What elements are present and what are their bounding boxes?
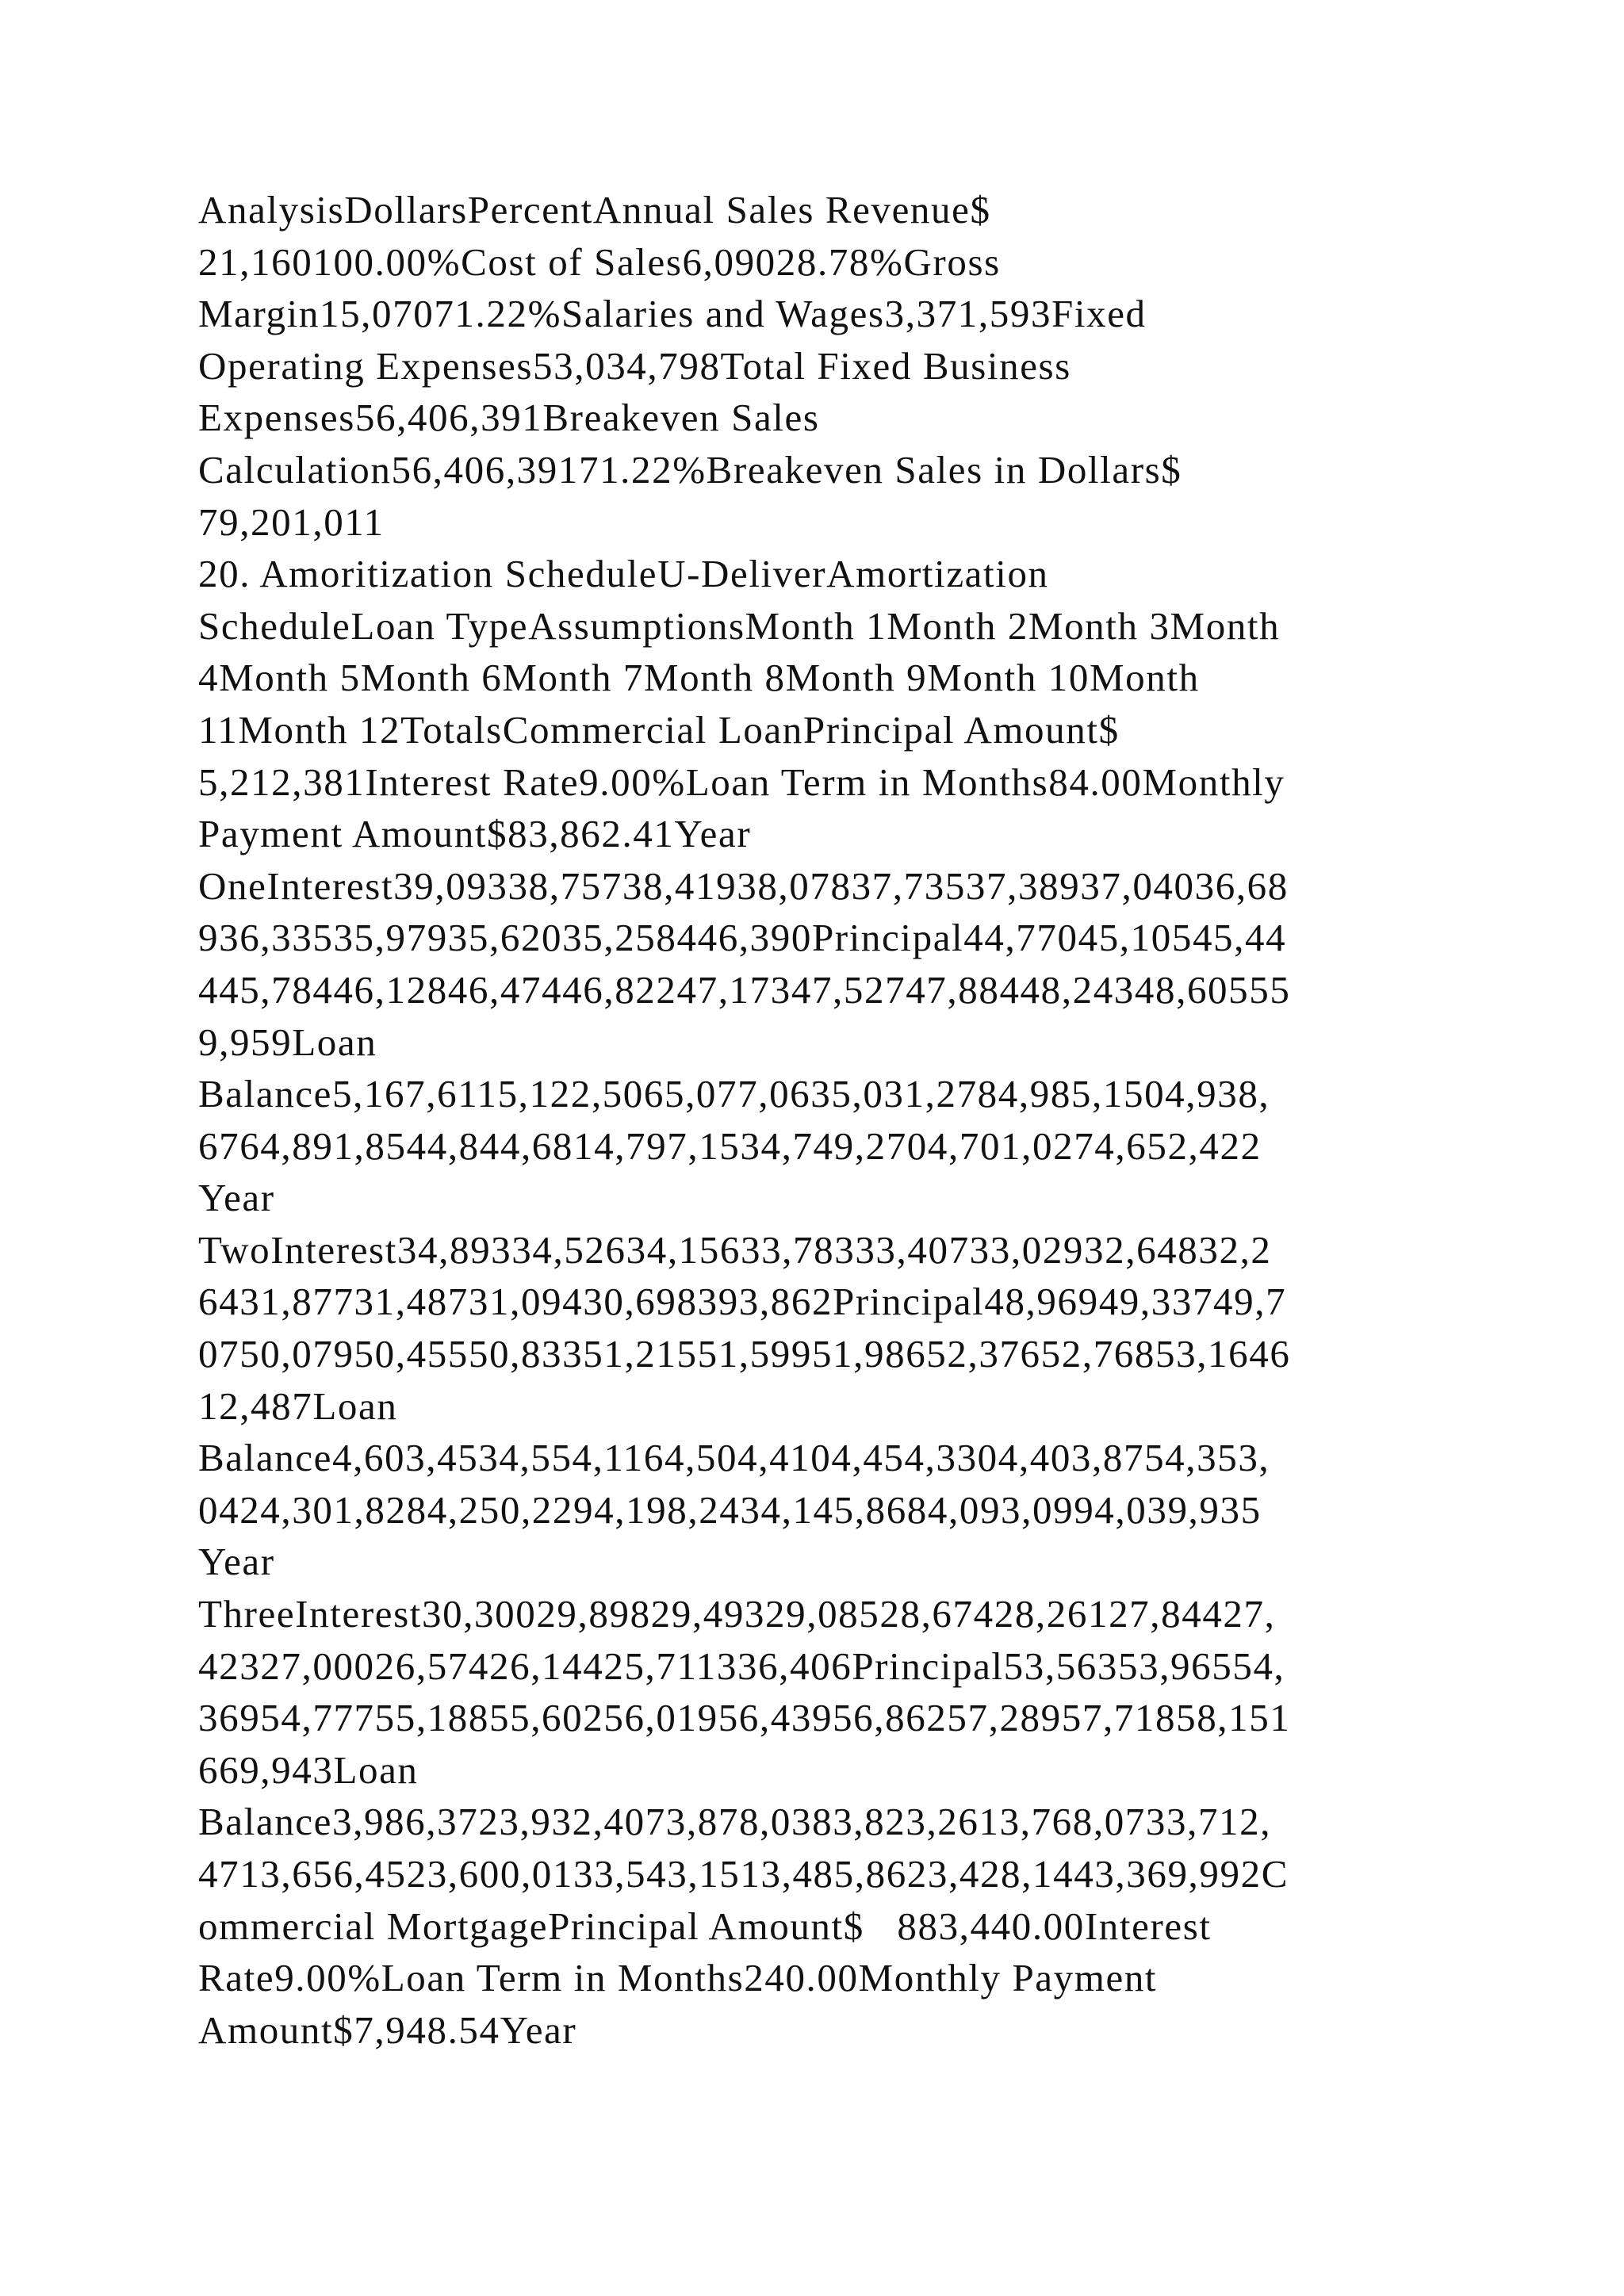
text-line: 669,943Loan <box>198 1747 419 1792</box>
text-line: 6431,87731,48731,09430,698393,862Principal48,96949,33749,7 <box>198 1280 1287 1324</box>
text-line: Year <box>198 1176 275 1220</box>
text-line: 42327,00026,57426,14425,711336,406Principal53,56353,96554, <box>198 1644 1285 1688</box>
text-line: 4713,656,4523,600,0133,543,1513,485,8623,428,1443,369,992C <box>198 1852 1289 1896</box>
text-line: Payment Amount$83,862.41Year <box>198 812 752 856</box>
text-line: Year <box>198 1540 275 1584</box>
text-line: 0424,301,8284,250,2294,198,2434,145,8684,093,0994,039,935 <box>198 1487 1262 1532</box>
text-line: 20. Amoritization ScheduleU-DeliverAmortization <box>198 552 1049 596</box>
text-line: 36954,77755,18855,60256,01956,43956,86257,28957,71858,151 <box>198 1696 1291 1740</box>
text-line: 936,33535,97935,62035,258446,390Principal44,77045,10545,44 <box>198 916 1287 960</box>
text-line: 0750,07950,45550,83351,21551,59951,98652,37652,76853,1646 <box>198 1332 1291 1376</box>
text-line: TwoInterest34,89334,52634,15633,78333,40733,02932,64832,2 <box>198 1227 1272 1272</box>
text-line: Balance5,167,6115,122,5065,077,0635,031,2784,985,1504,938, <box>198 1072 1270 1116</box>
text-line: 5,212,381Interest Rate9.00%Loan Term in Months84.00Monthly <box>198 760 1285 804</box>
text-line: 6764,891,8544,844,6814,797,1534,749,2704,701,0274,652,422 <box>198 1123 1262 1168</box>
text-line: Calculation56,406,39171.22%Breakeven Sales in Dollars$ <box>198 447 1182 492</box>
text-line: ThreeInterest30,30029,89829,49329,08528,67428,26127,84427, <box>198 1592 1276 1636</box>
text-line: 12,487Loan <box>198 1383 398 1428</box>
text-line: Balance4,603,4534,554,1164,504,4104,454,3304,403,8754,353, <box>198 1436 1270 1480</box>
text-line: 21,160100.00%Cost of Sales6,09028.78%Gross <box>198 239 1001 284</box>
text-line: AnalysisDollarsPercentAnnual Sales Revenue$ <box>198 188 991 232</box>
text-line: Operating Expenses53,034,798Total Fixed Business <box>198 343 1071 388</box>
text-line: Amount$7,948.54Year <box>198 2007 577 2052</box>
text-line: Balance3,986,3723,932,4073,878,0383,823,2613,768,0733,712, <box>198 1800 1272 1844</box>
document-text <box>198 184 1467 2056</box>
text-line: 445,78446,12846,47446,82247,17347,52747,88448,24348,60555 <box>198 967 1291 1012</box>
text-line: ScheduleLoan TypeAssumptionsMonth 1Month 2Month 3Month <box>198 603 1281 648</box>
text-line: 9,959Loan <box>198 1020 377 1064</box>
text-line: Rate9.00%Loan Term in Months240.00Monthly Payment <box>198 1956 1158 2000</box>
text-line: Margin15,07071.22%Salaries and Wages3,371,593Fixed <box>198 292 1147 336</box>
text-line: 79,201,011 <box>198 499 385 544</box>
text-line: 11Month 12TotalsCommercial LoanPrincipal Amount$ <box>198 707 1120 752</box>
text-line: ommercial MortgagePrincipal Amount$ 883,440.00Interest <box>198 1904 1212 1948</box>
text-line: 4Month 5Month 6Month 7Month 8Month 9Month 10Month <box>198 656 1200 700</box>
text-line: OneInterest39,09338,75738,41938,07837,73537,38937,04036,68 <box>198 863 1289 908</box>
text-line: Expenses56,406,391Breakeven Sales <box>198 396 820 440</box>
